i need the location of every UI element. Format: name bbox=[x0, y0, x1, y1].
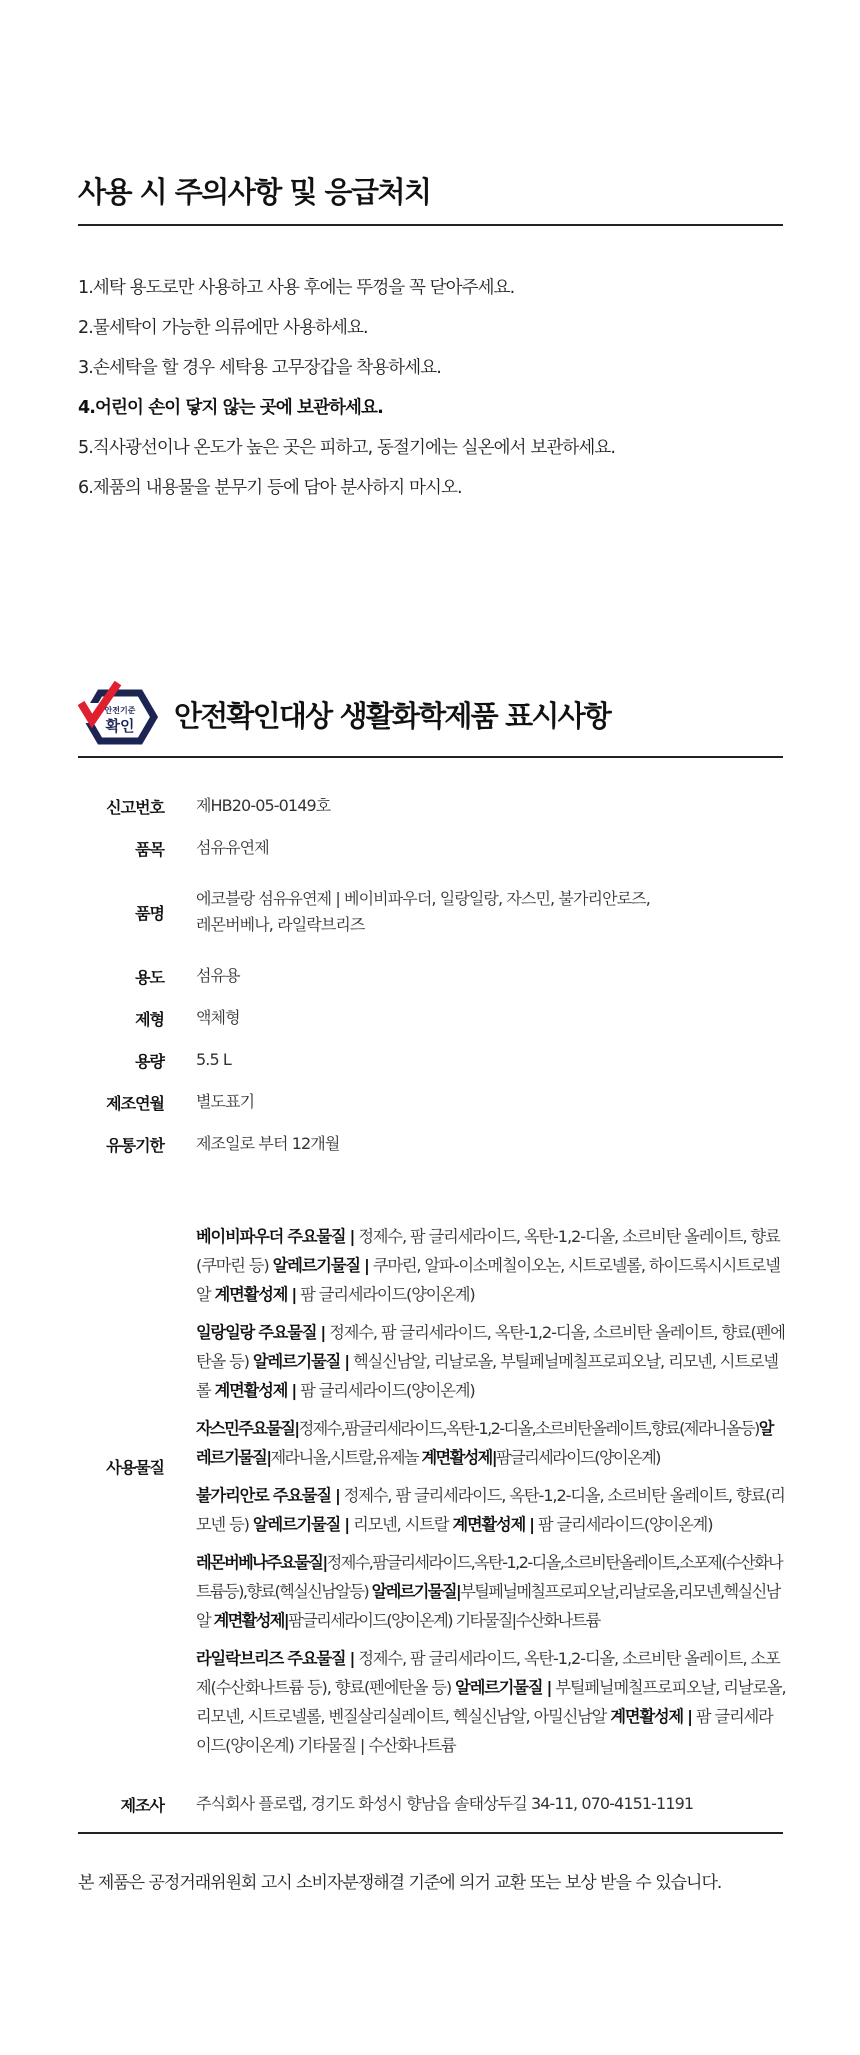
ingredients-list bbox=[196, 1222, 786, 1769]
precaution-item: 2.물세탁이 가능한 의류에만 사용하세요. bbox=[78, 318, 368, 338]
precautions-title: 사용 시 주의사항 및 응급처치 bbox=[78, 175, 431, 209]
precautions-list bbox=[78, 268, 783, 508]
divider bbox=[78, 224, 783, 226]
detail-row-manufacture-date bbox=[78, 1088, 783, 1116]
detail-value: 섬유용 bbox=[196, 966, 240, 985]
detail-row-usage bbox=[78, 962, 783, 990]
detail-row-item bbox=[78, 834, 783, 862]
detail-value: 5.5 L bbox=[196, 1050, 231, 1069]
detail-row-volume bbox=[78, 1046, 783, 1074]
detail-value: 제HB20-05-0149호 bbox=[196, 796, 331, 815]
divider bbox=[78, 756, 783, 758]
detail-value-line: 레몬버베나, 라일락브리즈 bbox=[196, 915, 365, 934]
detail-value: 별도표기 bbox=[196, 1092, 255, 1111]
detail-label: 용량 bbox=[135, 1051, 164, 1071]
precaution-item: 3.손세탁을 할 경우 세탁용 고무장갑을 착용하세요. bbox=[78, 358, 441, 378]
detail-row-product-name bbox=[78, 884, 783, 940]
detail-label: 용도 bbox=[135, 967, 164, 987]
detail-value: 제조일로 부터 12개월 bbox=[196, 1134, 340, 1153]
divider bbox=[78, 1832, 783, 1834]
detail-value-line: 에코블랑 섬유유연제 | 베이비파우더, 일랑일랑, 자스민, 불가리안로즈, bbox=[196, 889, 650, 908]
detail-row-manufacturer bbox=[78, 1790, 783, 1818]
precaution-item: 6.제품의 내용물을 분무기 등에 담아 분사하지 마시오. bbox=[78, 478, 462, 498]
precaution-item: 1.세탁 용도로만 사용하고 사용 후에는 뚜껑을 꼭 닫아주세요. bbox=[78, 278, 515, 298]
ingredient-block-lemon-verbena: 레몬버베나주요물질|정제수,팜글리세라이드,옥탄-1,2-디올,소르비탄올레이트,소포제(수산화나트륨등),향료(헥실신남알등) 알레르기물질|부틸페닐메칠프로피오날,리날로올,리모넨,헥실신남알 계면활성제|팜글리세라이드(양이온계) 기타물질|수산화나트륨 bbox=[196, 1553, 783, 1630]
detail-value: 주식회사 플로랩, 경기도 화성시 향남읍 솔태상두길 34-11, 070-4151-1191 bbox=[196, 1794, 694, 1813]
detail-value: 섬유유연제 bbox=[196, 838, 269, 857]
ingredient-block-bulgarian-rose: 불가리안로 주요물질 | 정제수, 팜 글리세라이드, 옥탄-1,2-디올, 소르비탄 올레이트, 향료(리모넨 등) 알레르기물질 | 리모넨, 시트랄 계면활성제 | 팜 글리세라이드(양이온계) bbox=[196, 1486, 785, 1534]
detail-value: 액체형 bbox=[196, 1008, 240, 1027]
precaution-item: 5.직사광선이나 온도가 높은 곳은 피하고, 동절기에는 실온에서 보관하세요. bbox=[78, 438, 616, 458]
detail-row-report-number bbox=[78, 792, 783, 820]
safety-label-header bbox=[78, 684, 610, 744]
precaution-item-emphasized: 4.어린이 손이 닿지 않는 곳에 보관하세요. bbox=[78, 398, 383, 418]
detail-value bbox=[196, 886, 650, 938]
detail-label: 품명 bbox=[135, 903, 164, 923]
logo-small-text: 안전기준 bbox=[104, 706, 136, 715]
detail-row-formulation bbox=[78, 1004, 783, 1032]
safety-check-logo-icon bbox=[78, 681, 158, 747]
ingredient-block-ylang-ylang: 일랑일랑 주요물질 | 정제수, 팜 글리세라이드, 옥탄-1,2-디올, 소르비탄 올레이트, 향료(펜에탄올 등) 알레르기물질 | 헥실신남알, 리날로올, 부틸페닐메칠프로피오날, 리모넨, 시트로넬롤 계면활성제 | 팜 글리세라이드(양이온계) bbox=[196, 1323, 785, 1400]
detail-label: 제조연월 bbox=[106, 1093, 164, 1113]
detail-label: 품목 bbox=[135, 839, 164, 859]
ingredient-block-baby-powder: 베이비파우더 주요물질 | 정제수, 팜 글리세라이드, 옥탄-1,2-디올, 소르비탄 올레이트, 향료(쿠마린 등) 알레르기물질 | 쿠마린, 알파-이소메칠이오논, 시트로넬롤, 하이드록시시트로넬알 계면활성제 | 팜 글리세라이드(양이온계) bbox=[196, 1227, 780, 1304]
detail-label: 제조사 bbox=[120, 1795, 164, 1815]
detail-label: 유통기한 bbox=[106, 1135, 164, 1155]
consumer-compensation-note: 본 제품은 공정거래위원회 고시 소비자분쟁해결 기준에 의거 교환 또는 보상 받을 수 있습니다. bbox=[78, 1873, 722, 1893]
detail-row-expiry bbox=[78, 1130, 783, 1158]
safety-label-title: 안전확인대상 생활화학제품 표시사항 bbox=[174, 698, 611, 733]
detail-label: 신고번호 bbox=[106, 797, 164, 817]
logo-big-text: 확인 bbox=[105, 717, 135, 735]
ingredient-block-lilac-breeze: 라일락브리즈 주요물질 | 정제수, 팜 글리세라이드, 옥탄-1,2-디올, 소르비탄 올레이트, 소포제(수산화나트륨 등), 향료(펜에탄올 등) 알레르기물질 | 부틸페닐메칠프로피오날, 리날로올, 리모넨, 시트로넬롤, 벤질살리실레이트, 헥실신남알, 아밀신남알 계면활성제 | 팜 글리세라이드(양이온계) 기타물질 | 수산화나트륨 bbox=[196, 1649, 786, 1755]
ingredient-block-jasmine: 자스민주요물질|정제수,팜글리세라이드,옥탄-1,2-디올,소르비탄올레이트,향료(제라니올등)알레르기물질|제라니올,시트랄,유제놀 계면활성제|팜글리세라이드(양이온계) bbox=[196, 1419, 773, 1467]
ingredients-label: 사용물질 bbox=[106, 1458, 164, 1477]
detail-label: 제형 bbox=[135, 1009, 164, 1029]
